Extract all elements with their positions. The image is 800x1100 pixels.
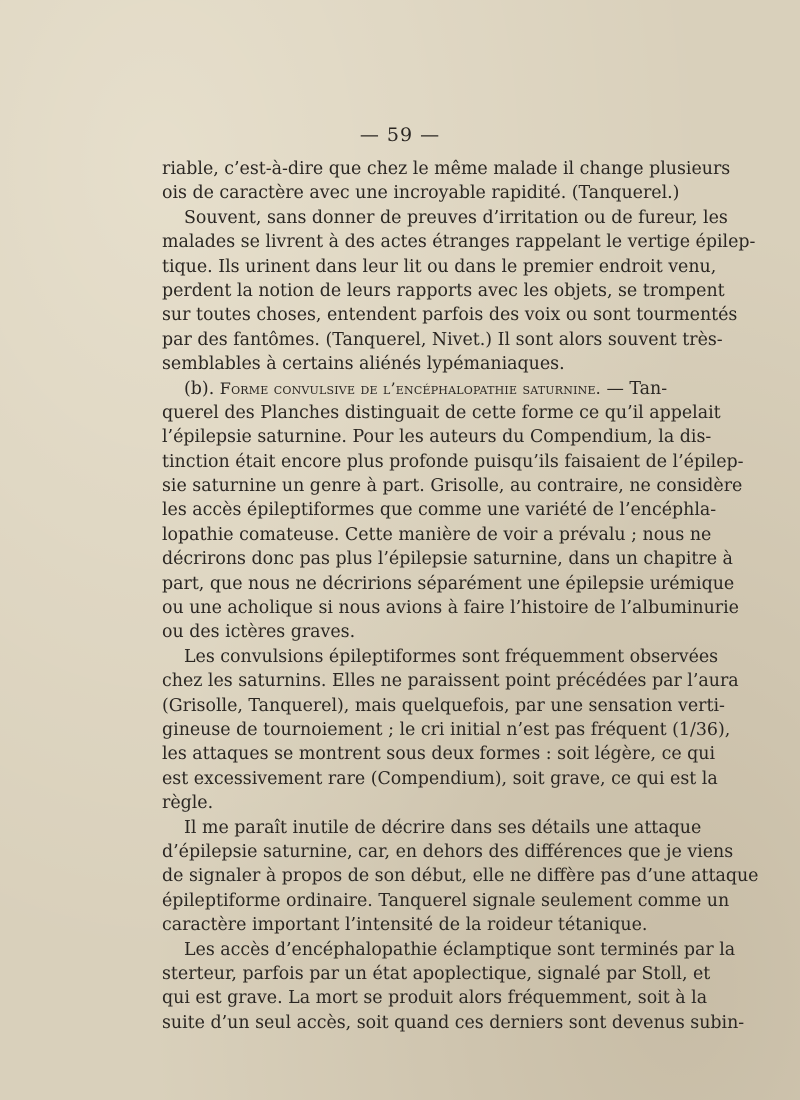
text-line: d’épilepsie saturnine, car, en dehors des différences que je viens bbox=[162, 841, 734, 862]
text-line: chez les saturnins. Elles ne paraissent point précédées par l’aura bbox=[162, 671, 739, 692]
text-line: Il me paraît inutile de décrire dans ses détails une attaque bbox=[184, 817, 702, 838]
text-line: épileptiforme ordinaire. Tanquerel signale seulement comme un bbox=[162, 890, 730, 911]
text-line: de signaler à propos de son début, elle ne diffère pas d’une attaque bbox=[162, 866, 759, 887]
text-line: ou une acholique si nous avions à faire l’histoire de l’albuminurie bbox=[162, 598, 739, 619]
text-line: sterteur, parfois par un état apoplectique, signalé par Stoll, et bbox=[162, 963, 711, 984]
text-line: gineuse de tournoiement ; le cri initial n’est pas fréquent (1/36), bbox=[162, 719, 731, 740]
section-heading-continuation: — Tan- bbox=[600, 378, 668, 399]
text-line: lopathie comateuse. Cette manière de voir a prévalu ; nous ne bbox=[162, 524, 712, 545]
text-line: les attaques se montrent sous deux formes : soit légère, ce qui bbox=[162, 744, 716, 765]
text-line: est excessivement rare (Compendium), soit grave, ce qui est la bbox=[162, 768, 718, 789]
text-line: suite d’un seul accès, soit quand ces derniers sont devenus subin- bbox=[162, 1012, 745, 1033]
text-line: par des fantômes. (Tanquerel, Nivet.) Il sont alors souvent très- bbox=[162, 329, 723, 350]
text-line: Souvent, sans donner de preuves d’irritation ou de fureur, les bbox=[184, 207, 728, 228]
text-line: Les accès d’encéphalopathie éclamptique sont terminés par la bbox=[184, 939, 736, 960]
text-line: querel des Planches distinguait de cette forme ce qu’il appelait bbox=[162, 402, 721, 423]
text-line: part, que nous ne décririons séparément une épilepsie urémique bbox=[162, 573, 735, 594]
text-line bbox=[162, 377, 668, 401]
text-line: riable, c’est-à-dire que chez le même malade il change plusieurs bbox=[162, 159, 731, 179]
text-line: tinction était encore plus profonde puisqu’ils faisaient de l’épilep- bbox=[162, 451, 744, 472]
text-line: décrirons donc pas plus l’épilepsie saturnine, dans un chapitre à bbox=[162, 549, 733, 570]
body-text bbox=[162, 157, 759, 1035]
text-line: perdent la notion de leurs rapports avec les objets, se trompent bbox=[162, 280, 725, 301]
text-line: sie saturnine un genre à part. Grisolle, au contraire, ne considère bbox=[162, 476, 743, 497]
text-line: les accès épileptiformes que comme une variété de l’encéphla- bbox=[162, 500, 717, 521]
text-line: qui est grave. La mort se produit alors fréquemment, soit à la bbox=[162, 988, 708, 1009]
text-line: caractère important l’intensité de la roideur tétanique. bbox=[162, 915, 648, 936]
text-line: ou des ictères graves. bbox=[162, 622, 356, 643]
text-line: l’épilepsie saturnine. Pour les auteurs du Compendium, la dis- bbox=[162, 427, 712, 448]
text-line: (Grisolle, Tanquerel), mais quelquefois, par une sensation verti- bbox=[162, 695, 725, 716]
text-line: règle. bbox=[162, 793, 214, 814]
page-number: — 59 — bbox=[359, 124, 441, 146]
text-line: malades se livrent à des actes étranges rappelant le vertige épilep- bbox=[162, 232, 756, 253]
section-heading: Forme convulsive de l’encéphalopathie saturnine. bbox=[219, 378, 601, 398]
text-line: semblables à certains aliénés lypémaniaques. bbox=[162, 354, 565, 375]
section-marker: (b). bbox=[184, 378, 220, 399]
text-line: ois de caractère avec une incroyable rapidité. (Tanquerel.) bbox=[162, 183, 680, 204]
text-line: Les convulsions épileptiformes sont fréquemment observées bbox=[184, 646, 719, 667]
text-line: sur toutes choses, entendent parfois des voix ou sont tourmentés bbox=[162, 305, 738, 326]
text-line: tique. Ils urinent dans leur lit ou dans le premier endroit venu, bbox=[162, 256, 717, 277]
